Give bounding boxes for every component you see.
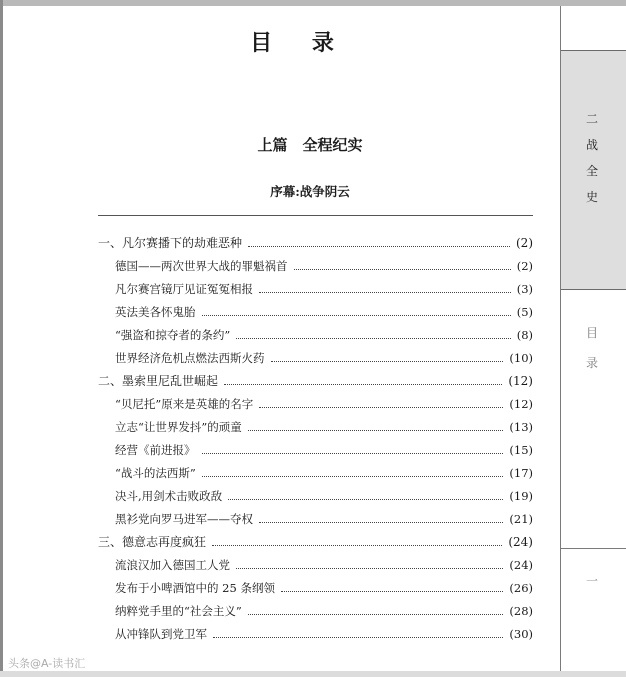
dot-leader bbox=[213, 636, 503, 638]
toc-entry-title: 黑衫党向罗马进军——夺权 bbox=[115, 512, 253, 526]
toc-entry-title: 经营《前进报》 bbox=[115, 443, 196, 457]
dot-leader bbox=[228, 498, 503, 500]
viewer-bottom-border bbox=[0, 671, 626, 677]
toc-entry-title: “贝尼托”原来是英雄的名字 bbox=[115, 397, 254, 411]
divider bbox=[98, 215, 533, 216]
book-title-vertical bbox=[583, 106, 601, 210]
toc-entry-row[interactable] bbox=[98, 389, 533, 412]
toc-page-number: (15) bbox=[509, 443, 533, 457]
toc-entry-title: “战斗的法西斯” bbox=[115, 466, 196, 480]
toc-entry-row[interactable] bbox=[98, 412, 533, 435]
book-title-char: 史 bbox=[585, 190, 598, 204]
section-label-vertical bbox=[583, 318, 601, 378]
toc-page-number: (24) bbox=[508, 535, 533, 549]
toc-page-number: (30) bbox=[509, 627, 533, 641]
toc-entry-row[interactable] bbox=[98, 320, 533, 343]
toc-page-number: (12) bbox=[509, 397, 533, 411]
page-margin-tab bbox=[560, 6, 626, 671]
toc-page-number: (26) bbox=[509, 581, 533, 595]
toc-entry-row[interactable] bbox=[98, 596, 533, 619]
toc-chapter-row[interactable] bbox=[98, 366, 533, 389]
toc-entry-title: 三、德意志再度疯狂 bbox=[98, 535, 207, 549]
toc-entry-title: 从冲锋队到党卫军 bbox=[115, 627, 207, 641]
toc-entry-title: 立志“让世界发抖”的顽童 bbox=[115, 420, 242, 434]
toc-chapter-row[interactable] bbox=[98, 228, 533, 251]
toc-entry-title: 世界经济危机点燃法西斯火药 bbox=[115, 351, 265, 365]
dot-leader bbox=[202, 314, 511, 316]
toc-entry-title: 德国——两次世界大战的罪魁祸首 bbox=[115, 259, 288, 273]
dot-leader bbox=[202, 452, 504, 454]
book-title-char: 战 bbox=[585, 138, 598, 152]
watermark: 头条@A-读书汇 bbox=[8, 657, 86, 670]
toc-page-number: (3) bbox=[516, 282, 533, 296]
dot-leader bbox=[259, 521, 503, 523]
dot-leader bbox=[281, 590, 503, 592]
toc-entry-title: 英法美各怀鬼胎 bbox=[115, 305, 196, 319]
toc-entry-row[interactable] bbox=[98, 458, 533, 481]
toc-page-number: (5) bbox=[516, 305, 533, 319]
dot-leader bbox=[271, 360, 504, 362]
dot-leader bbox=[294, 268, 511, 270]
table-of-contents bbox=[98, 228, 533, 642]
dot-leader bbox=[259, 291, 511, 293]
dot-leader bbox=[212, 544, 502, 546]
dot-leader bbox=[236, 567, 503, 569]
toc-page-number: (13) bbox=[509, 420, 533, 434]
toc-page-number: (2) bbox=[516, 236, 533, 250]
toc-page-number: (28) bbox=[509, 604, 533, 618]
toc-entry-row[interactable] bbox=[98, 343, 533, 366]
dot-leader bbox=[248, 613, 504, 615]
section-label-char: 目 bbox=[585, 326, 598, 340]
toc-entry-row[interactable] bbox=[98, 251, 533, 274]
dot-leader bbox=[224, 383, 502, 385]
page-title: 目 录 bbox=[250, 30, 350, 56]
toc-page-number: (24) bbox=[509, 558, 533, 572]
toc-page-number: (21) bbox=[509, 512, 533, 526]
toc-page-number: (8) bbox=[516, 328, 533, 342]
toc-entry-title: 凡尔赛宫镜厅见证冤冤相报 bbox=[115, 282, 253, 296]
toc-chapter-row[interactable] bbox=[98, 527, 533, 550]
toc-entry-title: “强盗和掠夺者的条约” bbox=[115, 328, 231, 342]
toc-entry-title: 流浪汉加入德国工人党 bbox=[115, 558, 230, 572]
toc-entry-row[interactable] bbox=[98, 274, 533, 297]
toc-entry-title: 决斗,用剑术击败政敌 bbox=[115, 489, 223, 503]
divider bbox=[561, 548, 626, 549]
dot-leader bbox=[248, 245, 510, 247]
toc-page-number: (2) bbox=[516, 259, 533, 273]
section-label-char: 录 bbox=[585, 356, 598, 370]
toc-entry-title: 发布于小啤酒馆中的 25 条纲领 bbox=[115, 581, 275, 595]
toc-entry-row[interactable] bbox=[98, 297, 533, 320]
toc-page-number: (10) bbox=[509, 351, 533, 365]
book-title-char: 二 bbox=[585, 112, 598, 126]
prelude-heading: 序幕:战争阴云 bbox=[270, 184, 350, 199]
toc-entry-row[interactable] bbox=[98, 435, 533, 458]
dot-leader bbox=[236, 337, 510, 339]
toc-entry-row[interactable] bbox=[98, 550, 533, 573]
toc-page-number: (12) bbox=[508, 374, 533, 388]
part-heading: 上篇 全程纪实 bbox=[257, 136, 363, 154]
toc-page-number: (19) bbox=[509, 489, 533, 503]
dot-leader bbox=[202, 475, 504, 477]
toc-entry-row[interactable] bbox=[98, 573, 533, 596]
toc-entry-row[interactable] bbox=[98, 504, 533, 527]
page-number: 一 bbox=[585, 574, 598, 588]
dot-leader bbox=[259, 406, 503, 408]
toc-entry-title: 二、墨索里尼乱世崛起 bbox=[98, 374, 219, 388]
toc-entry-title: 纳粹党手里的“社会主义” bbox=[115, 604, 242, 618]
toc-entry-row[interactable] bbox=[98, 619, 533, 642]
toc-entry-title: 一、凡尔赛播下的劫难恶种 bbox=[98, 236, 243, 250]
toc-page-number: (17) bbox=[509, 466, 533, 480]
toc-entry-row[interactable] bbox=[98, 481, 533, 504]
dot-leader bbox=[248, 429, 504, 431]
book-title-char: 全 bbox=[585, 164, 598, 178]
